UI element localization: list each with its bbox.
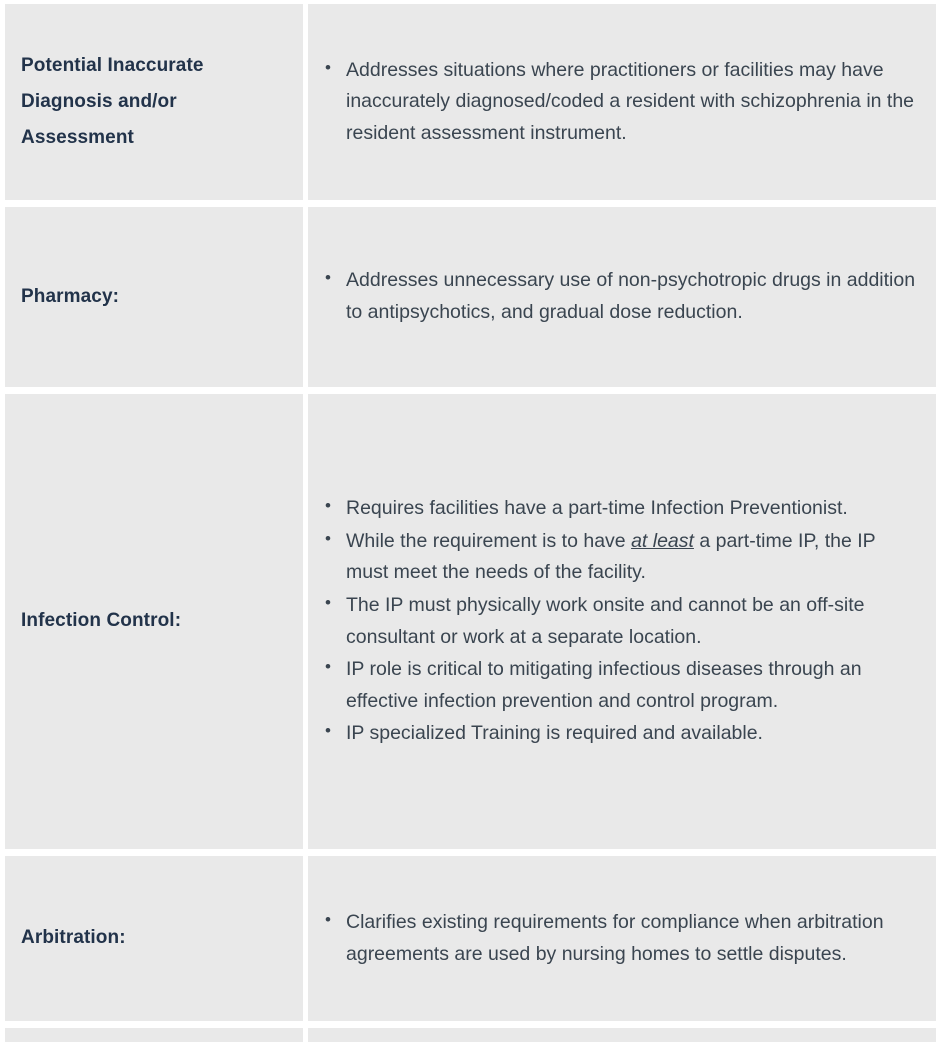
table-cell-details	[308, 1028, 936, 1042]
table-cell-details	[308, 207, 936, 387]
bullet-text: Addresses unnecessary use of non-psychotropic drugs in addition to antipsychotics, and gradual dose reduction.	[346, 269, 916, 323]
detail-bullet-item	[346, 265, 922, 328]
detail-bullet-list	[316, 907, 922, 970]
table-row	[5, 856, 936, 1021]
table-row	[5, 207, 936, 387]
detail-bullet-list	[316, 265, 922, 328]
bullet-text: IP role is critical to mitigating infectious diseases through an effective infection prevention and control program.	[346, 658, 862, 712]
table-row	[5, 4, 936, 200]
table-cell-topic	[5, 394, 303, 849]
bullet-text: The IP must physically work onsite and cannot be an off-site consultant or work at a separate location.	[346, 593, 865, 648]
table-cell-details	[308, 4, 936, 200]
detail-bullet-item	[346, 718, 922, 750]
topic-label: Pharmacy:	[21, 285, 120, 307]
detail-bullet-list	[316, 493, 922, 750]
topic-label-colon: :	[112, 285, 120, 307]
topic-label: Potential Inaccurate Diagnosis and/or Assessment	[21, 54, 204, 149]
bullet-text: Addresses situations where practitioners or facilities may have inaccurately diagnosed/coded a resident with schizophrenia in the resident assessment instrument.	[346, 58, 915, 144]
topic-label: Arbitration:	[21, 927, 126, 949]
detail-bullet-item	[346, 55, 922, 150]
topic-label-colon: :	[174, 610, 182, 632]
detail-bullet-item	[346, 590, 922, 653]
detail-bullet-item	[346, 907, 922, 970]
table-rows	[5, 4, 936, 1042]
table-cell-topic	[5, 4, 303, 200]
table-row	[5, 394, 936, 849]
emphasis-text: at least	[631, 529, 694, 552]
bullet-text: a part-time IP, the IP must meet the needs of the facility.	[346, 529, 876, 584]
table-row	[5, 1028, 936, 1042]
detail-bullet-item	[346, 493, 922, 525]
topic-label-colon: :	[119, 927, 126, 949]
topic-label: Infection Control:	[21, 610, 182, 632]
bullet-text: Requires facilities have a part-time Infection Preventionist.	[346, 497, 848, 520]
bullet-text: IP specialized Training is required and available.	[346, 722, 763, 745]
bullet-text: Clarifies existing requirements for compliance when arbitration agreements are used by nursing homes to settle disputes.	[346, 910, 884, 965]
table-cell-topic	[5, 856, 303, 1021]
table-cell-topic	[5, 207, 303, 387]
table-cell-details	[308, 394, 936, 849]
detail-bullet-item	[346, 526, 922, 589]
table-cell-topic	[5, 1028, 303, 1042]
detail-bullet-item	[346, 654, 922, 717]
detail-bullet-list	[316, 55, 922, 150]
bullet-text: While the requirement is to have	[346, 529, 632, 552]
table-cell-details	[308, 856, 936, 1021]
